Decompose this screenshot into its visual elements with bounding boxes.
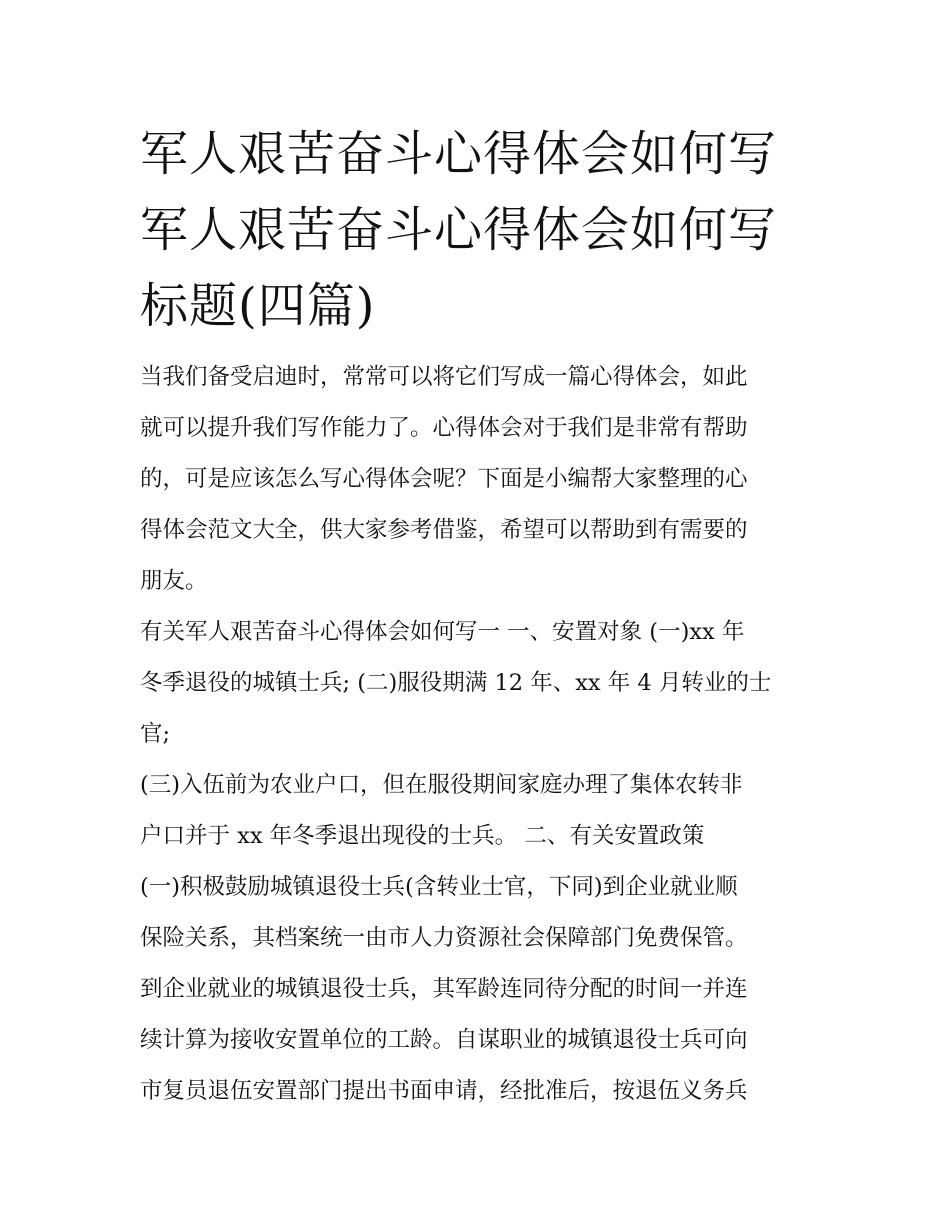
body-line: 朋友。 [140,568,208,594]
body-line: 就可以提升我们写作能力了。心得体会对于我们是非常有帮助 [140,415,748,441]
body-line: 市复员退伍安置部门提出书面申请，经批准后，按退伍义务兵 [140,1078,748,1104]
document-title [140,116,820,344]
body-line: 得体会范文大全，供大家参考借鉴，希望可以帮助到有需要的 [140,517,748,543]
body-line: 的，可是应该怎么写心得体会呢？下面是小编帮大家整理的心 [140,466,748,492]
body-line: 续计算为接收安置单位的工龄。自谋职业的城镇退役士兵可向 [140,1027,748,1053]
document-body [140,352,820,1117]
body-line: 冬季退役的城镇士兵; (二)服役期满 12 年、xx 年 4 月转业的士 [140,670,772,696]
body-line: 官; [140,721,171,747]
body-line: (三)入伍前为农业户口，但在服役期间家庭办理了集体农转非 [140,772,743,798]
body-line: 户口并于 xx 年冬季退出现役的士兵。 二、有关安置政策 [140,823,705,849]
body-line: 到企业就业的城镇退役士兵，其军龄连同待分配的时间一并连 [140,976,748,1002]
body-line: 保险关系，其档案统一由市人力资源社会保障部门免费保管。 [140,925,748,951]
title-line: 军人艰苦奋斗心得体会如何写 [140,126,778,182]
title-line: 军人艰苦奋斗心得体会如何写 [140,202,778,258]
body-line: (一)积极鼓励城镇退役士兵(含转业士官，下同)到企业就业顺 [140,874,738,900]
body-line: 有关军人艰苦奋斗心得体会如何写一 一、安置对象 (一)xx 年 [140,619,745,645]
title-line: 标题(四篇) [140,278,376,334]
body-line: 当我们备受启迪时，常常可以将它们写成一篇心得体会，如此 [140,364,748,390]
